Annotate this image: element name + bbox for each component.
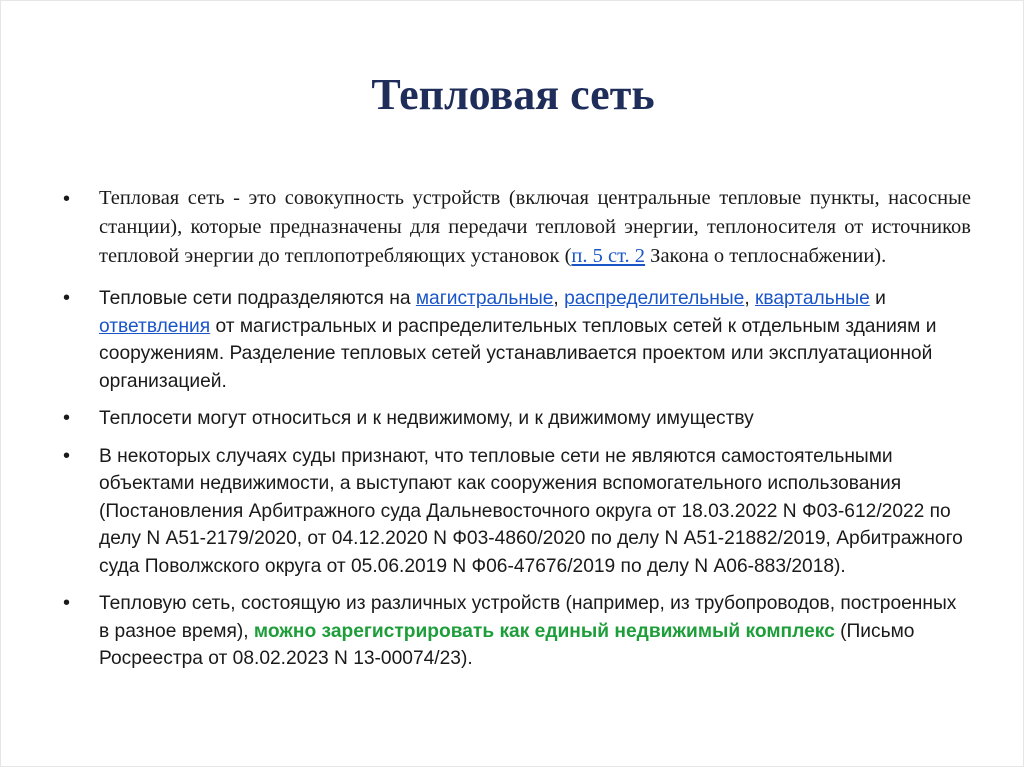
bullet-icon: • — [63, 592, 71, 614]
bullet-text: Тепловые сети подразделяются на — [99, 288, 416, 309]
distribution-link[interactable]: распределительные — [564, 288, 745, 309]
bullet-text: и — [869, 288, 886, 309]
list-item — [61, 184, 971, 271]
bullet-list — [61, 184, 971, 683]
list-item — [61, 285, 971, 395]
bullet-text: от магистральных и распределительных тепловых сетей к отдельным зданиям и сооружениям. Разделение тепловых сетей устанавливается проектом или эксплуатационной организацией. — [99, 315, 937, 392]
bullet-text: Закона о теплоснабжении). — [645, 245, 887, 267]
bullet-text: , — [744, 288, 756, 309]
bullet-text: Теплосети могут относиться и к недвижимому, и к движимому имуществу — [99, 408, 754, 429]
law-reference-link[interactable]: п. 5 ст. 2 — [571, 245, 646, 267]
list-item — [61, 405, 971, 433]
bullet-icon: • — [63, 407, 71, 429]
bullet-icon: • — [63, 444, 71, 467]
bullet-text: (Письмо Росреестра от 08.02.2023 N 13-00074/23). — [99, 620, 915, 669]
bullet-text: , — [553, 288, 565, 309]
bullet-text: В некоторых случаях суды признают, что тепловые сети не являются самостоятельными объектами недвижимости, а выступают как сооружения вспомогательного использования (Постановления Арбитражного суда Дальневосточного округа от 18.03.2022 N Ф03-612/2022 по делу N А51-2179/2020, от 04.12.2020 N Ф03-4860/2020 по делу N А51-21882/2019, Арбитражного суда Поволжского округа от 05.06.2019 N Ф06-47676/2019 по делу N А06-883/2018). — [99, 445, 963, 577]
list-item — [61, 590, 971, 673]
branch-link[interactable]: ответвления — [99, 315, 211, 337]
page-title: Тепловая сеть — [371, 70, 655, 119]
magistral-link[interactable]: магистральные — [415, 288, 554, 309]
list-item — [61, 443, 971, 581]
quarter-link[interactable]: квартальные — [755, 288, 870, 309]
bullet-icon: • — [63, 188, 71, 210]
bullet-icon: • — [63, 287, 71, 309]
bullet-text: Тепловая сеть - это совокупность устройств (включая центральные тепловые пункты, насосные станции), которые предназначены для передачи тепловой энергии, теплоносителя от источников тепловой энергии до теплопотребляющих установок ( — [99, 187, 971, 267]
bullet-text: Тепловую сеть, состоящую из различных устройств (например, из трубопроводов, построенных в разное время), — [99, 593, 957, 642]
highlight-text: можно зарегистрировать как единый недвижимый комплекс — [253, 620, 835, 642]
